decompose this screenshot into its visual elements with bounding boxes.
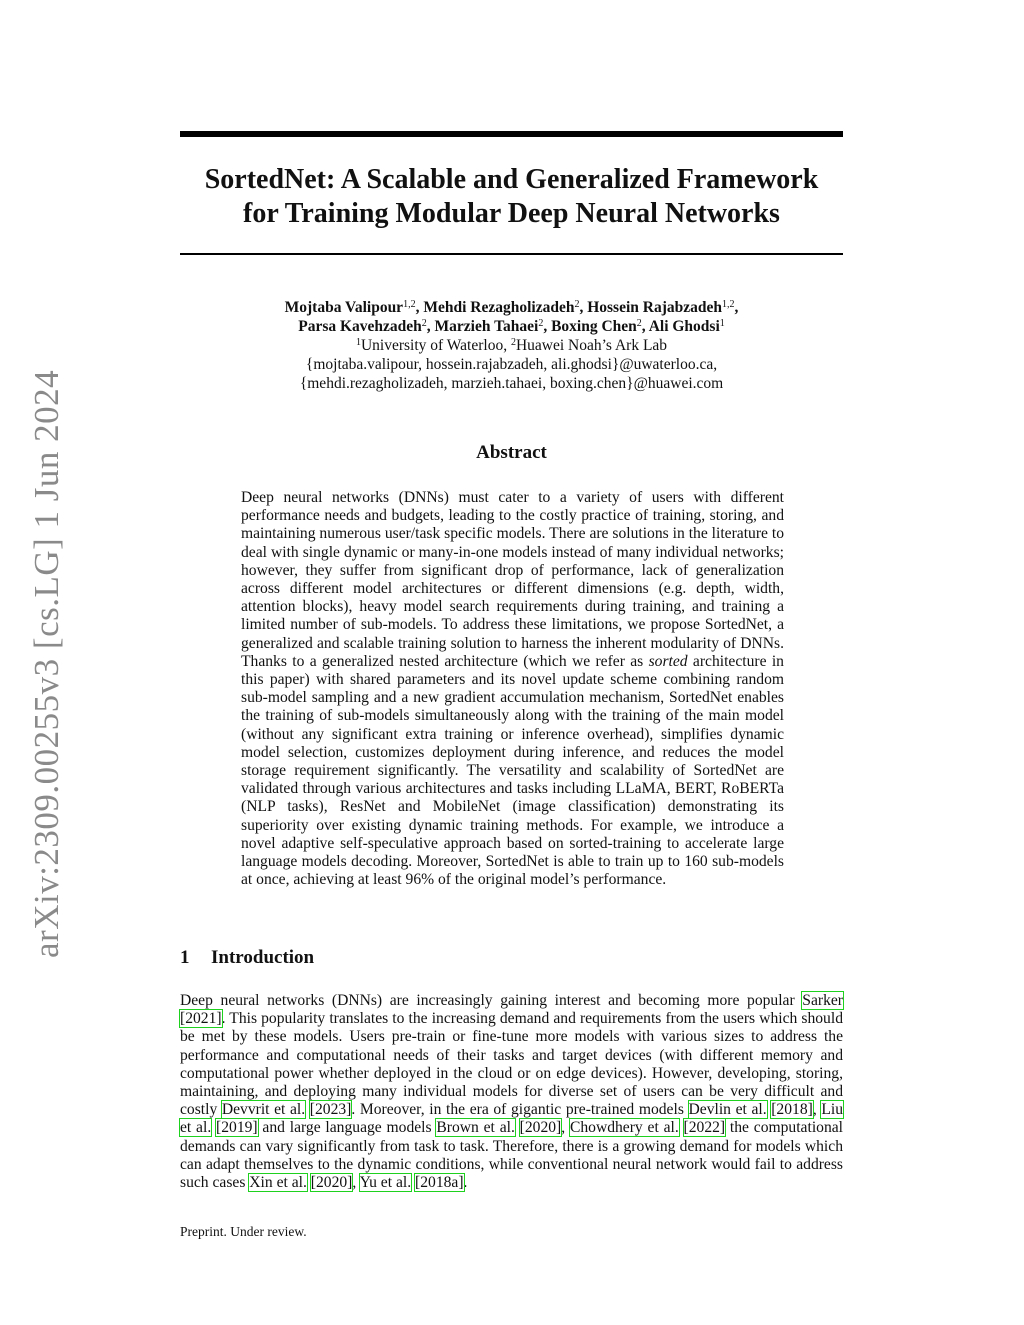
citation-year-link[interactable]: [2022] <box>683 1119 726 1137</box>
author-name: Parsa Kavehzadeh <box>298 318 422 335</box>
citation-link[interactable]: Sarker <box>802 992 843 1009</box>
email-line-1: {mojtaba.valipour, hossein.rajabzadeh, ali.ghodsi}@uwaterloo.ca, <box>305 356 718 373</box>
citation-year-link[interactable]: [2018] <box>771 1101 813 1119</box>
email-line-2: {mehdi.rezagholizadeh, marzieh.tahaei, boxing.chen}@huawei.com <box>299 375 724 392</box>
citation-year-link[interactable]: [2021] <box>180 1010 222 1028</box>
citation-link[interactable]: Devlin et al. <box>688 1101 767 1119</box>
title-bottom-rule <box>180 253 843 255</box>
author-line-2: Parsa Kavehzadeh$^2$, Marzieh Tahaei$^2$, Boxing Chen$^2$, Ali Ghodsi$^1$ <box>298 318 725 335</box>
intro-text: . This popularity translates to the increasing demand and requirements from the users which should be met by these models. Users pre-train or fine-tune more models with various sizes to address the performance and computational needs of their tasks and target devices (with different memory and computational power whether deployed in the cloud or on edge devices). However, developing, storing, maintaining, and deploying many individual models for diverse set of users can be very difficult and costly <box>180 1010 843 1119</box>
abstract-text <box>241 489 784 889</box>
affiliations <box>180 336 843 355</box>
author-name: Boxing Chen <box>551 318 637 335</box>
citation-year-link[interactable]: [2018a] <box>415 1174 464 1192</box>
author-block <box>180 298 843 393</box>
affiliation-mark: 2 <box>510 337 516 348</box>
introduction-paragraph <box>180 992 843 1192</box>
citation-link[interactable]: Devvrit et al. <box>221 1101 306 1119</box>
affiliation-mark: 1 <box>719 318 725 329</box>
citation-year-link[interactable]: [2023] <box>309 1101 352 1119</box>
section-number: 1 <box>180 947 190 968</box>
section-heading-introduction <box>180 947 314 969</box>
affiliation-waterloo: University of Waterloo, <box>360 337 511 354</box>
affiliation-mark: 2 <box>636 318 642 329</box>
abstract-part-1: Deep neural networks (DNNs) must cater to a variety of users with different performance needs and budgets, leading to the costly practice of training, storing, and maintaining numerous user/task specific models. There are solutions in the literature to deal with single dynamic or many-in-one models instead of many individual networks; however, they suffer from significant drop of performance, lack of generalization across different model architectures or different dimensions (e.g. depth, width, attention blocks), heavy model search requirements during training, and training a limited number of sub-models. To address these limitations, we propose SortedNet, a generalized and scalable training solution to harness the inherent modularity of DNNs. Thanks to a generalized nested architecture (which we refer as <box>241 489 784 670</box>
title-line-2: for Training Modular Deep Neural Networks <box>243 198 780 229</box>
citation-link[interactable]: Xin et al. <box>249 1174 307 1192</box>
arxiv-identifier: arXiv:2309.00255v3 [cs.LG] 1 Jun 2024 <box>27 369 66 958</box>
author-name: Mehdi Rezagholizadeh <box>423 299 575 316</box>
author-name: Marzieh Tahaei <box>434 318 539 335</box>
intro-text: , <box>812 1101 822 1119</box>
paper-title <box>180 163 843 231</box>
author-name: Ali Ghodsi <box>648 318 720 335</box>
citation-year-link[interactable]: [2019] <box>216 1119 258 1137</box>
affiliation-mark: 1,2 <box>403 299 416 310</box>
citation-link[interactable]: Brown et al. <box>436 1119 515 1137</box>
abstract-part-2: architecture in this paper) with shared parameters and its novel update scheme combining random sub-model sampling and a new gradient accumulation mechanism, SortedNet enables the training of sub-models simultaneously along with the training of the main model (without any significant extra training or inference overhead), simplifies dynamic model selection, customizes deployment during inference, and reduces the model storage requirement significantly. The versatility and scalability of SortedNet are validated through various architectures and tasks including LLaMA, BERT, RoBERTa (NLP tasks), ResNet and MobileNet (image classification) demonstrating its superiority over existing dynamic training methods. For example, we introduce a novel adaptive self-speculative approach based on sorted-training to accelerate large language models decoding. Moreover, SortedNet is able to train up to 160 sub-models at once, achieving at least 96% of the original model’s performance. <box>241 652 784 889</box>
affiliation-mark: 1 <box>355 337 361 348</box>
title-top-rule <box>180 131 843 137</box>
intro-text: the computational demands can vary significantly from task to task. Therefore, there is a growing demand for models which can adapt themselves to the dynamic conditions, while conventional neural network would fail to address such cases <box>180 1119 843 1192</box>
intro-text: . <box>463 1174 468 1192</box>
citation-link[interactable]: Liu et al. <box>180 1101 843 1137</box>
citation-year-link[interactable]: [2020] <box>310 1174 353 1192</box>
affiliation-mark: 2 <box>574 299 580 310</box>
section-title: Introduction <box>211 947 315 968</box>
abstract-heading: Abstract <box>476 442 547 463</box>
abstract-emphasis: sorted <box>648 652 688 670</box>
author-name: Mojtaba Valipour <box>284 299 404 316</box>
affiliation-huawei: Huawei Noah’s Ark Lab <box>515 337 668 354</box>
affiliation-mark: 1,2 <box>721 299 735 310</box>
affiliation-mark: 2 <box>421 318 427 329</box>
intro-text: , <box>561 1119 570 1137</box>
author-name: Hossein Rajabzadeh <box>587 299 722 316</box>
title-line-1: SortedNet: A Scalable and Generalized Framework <box>204 164 819 195</box>
citation-link[interactable]: Chowdhery et al. <box>569 1119 679 1137</box>
author-line-1: Mojtaba Valipour$^{1,2}$, Mehdi Rezagholizadeh$^2$, Hossein Rajabzadeh$^{1,2}$, <box>284 299 739 316</box>
citation-year-link[interactable]: [2020] <box>519 1119 562 1137</box>
intro-text: , <box>352 1174 360 1192</box>
intro-text: . Moreover, in the era of gigantic pre-trained models <box>351 1101 689 1119</box>
affiliation-mark: 2 <box>538 318 544 329</box>
citation-link[interactable]: Yu et al. <box>359 1174 412 1192</box>
footer-note: Preprint. Under review. <box>180 1224 307 1239</box>
intro-text: Deep neural networks (DNNs) are increasingly gaining interest and becoming more popular <box>180 992 803 1009</box>
intro-text: and large language models <box>257 1119 437 1137</box>
